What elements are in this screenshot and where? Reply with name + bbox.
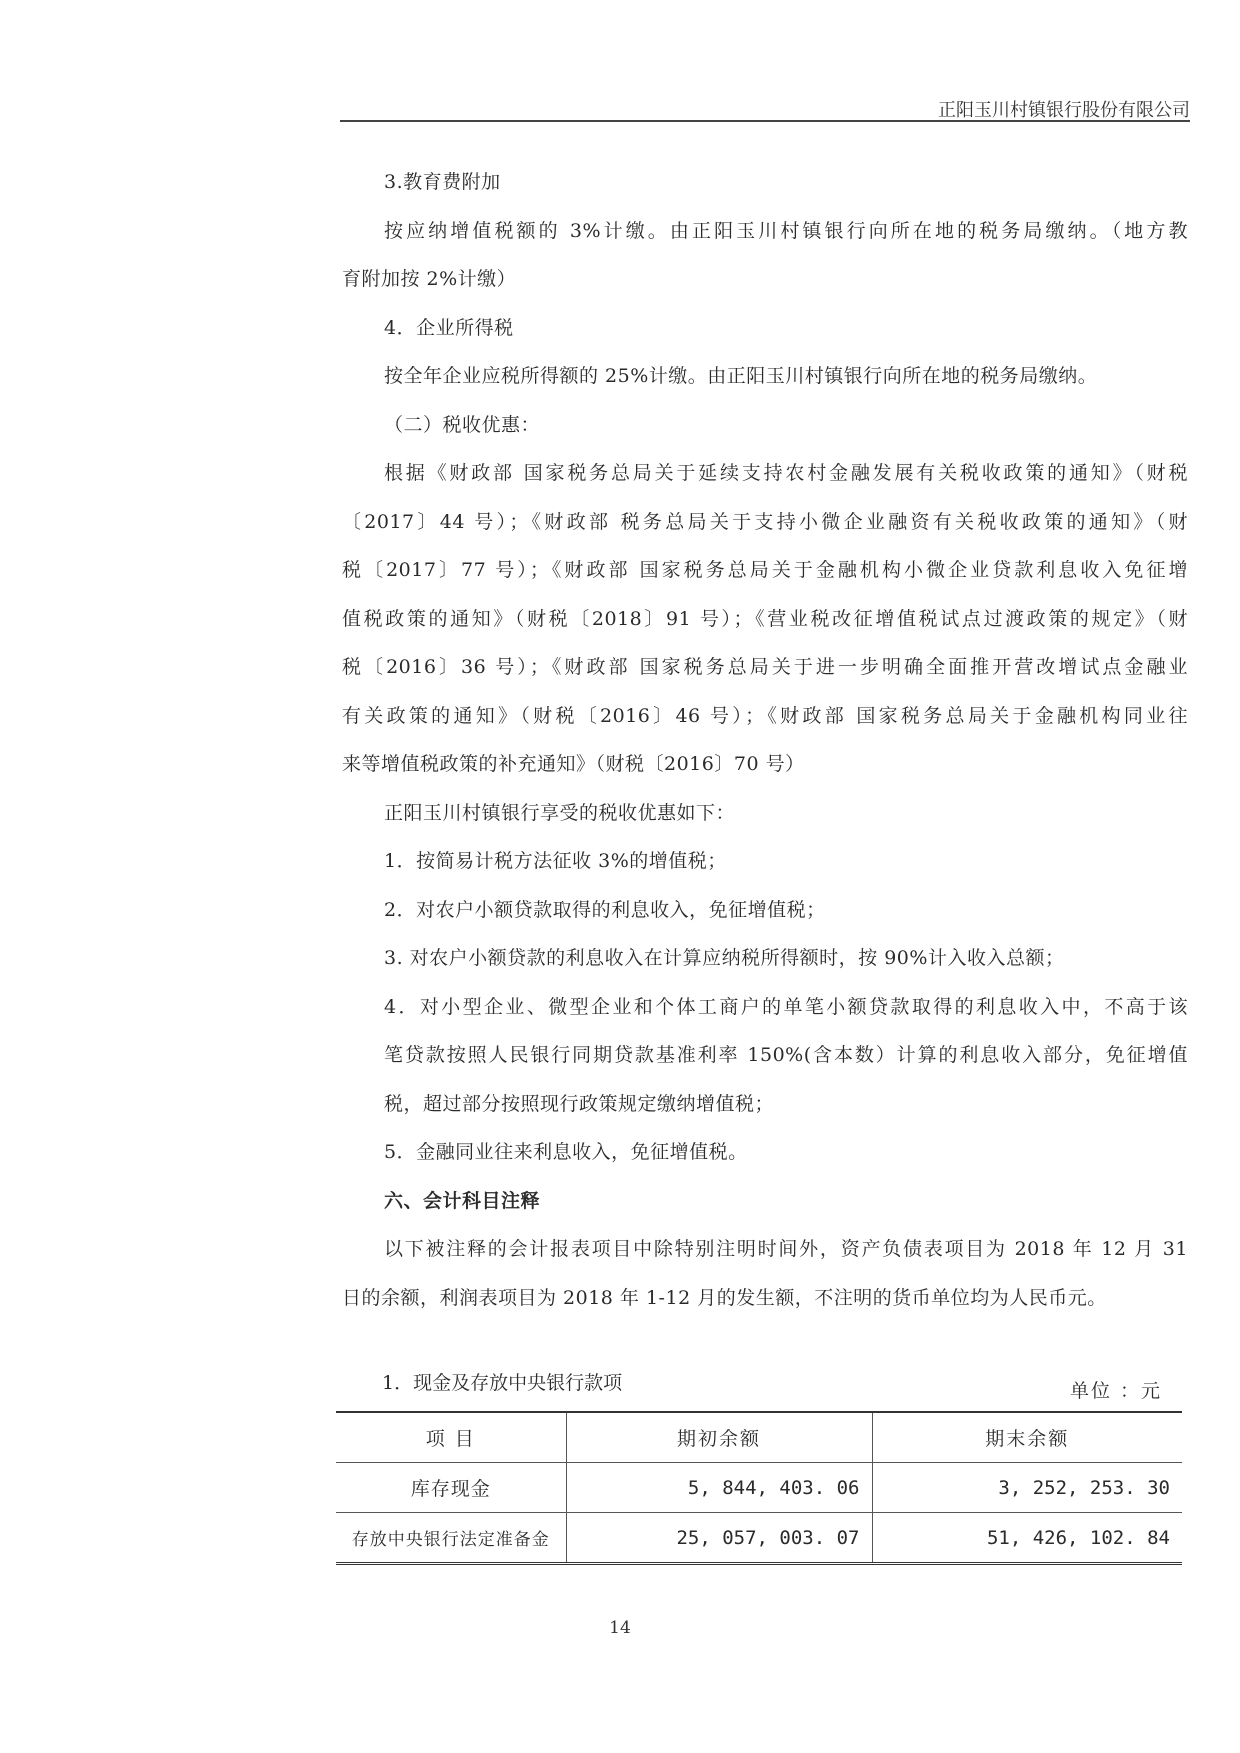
header-rule (340, 120, 1190, 122)
header-company-name: 正阳玉川村镇银行股份有限公司 (938, 100, 1190, 121)
table-caption: 1．现金及存放中央银行款项 (382, 1372, 623, 1394)
text-line: 税〔2016〕36 号）；《财政部 国家税务总局关于进一步明确全面推开营改增试点金融业 (342, 656, 1188, 678)
text-line: 3. 对农户小额贷款的利息收入在计算应纳税所得额时，按 90%计入收入总额； (384, 947, 1065, 969)
text-line: 笔贷款按照人民银行同期贷款基准利率 150%(含本数）计算的利息收入部分，免征增值 (384, 1044, 1188, 1066)
row-item-name: 存放中央银行法定准备金 (336, 1513, 566, 1564)
text-line: 有关政策的通知》（财税〔2016〕46 号）；《财政部 国家税务总局关于金融机构同业往 (342, 704, 1188, 727)
text-line: 按全年企业应税所得额的 25%计缴。由正阳玉川村镇银行向所在地的税务局缴纳。 (384, 365, 1098, 387)
text-line: 4．企业所得税 (384, 316, 514, 339)
text-line: 税，超过部分按照现行政策规定缴纳增值税； (384, 1092, 775, 1115)
table-header-row (336, 1412, 1182, 1463)
row-closing-balance: 51, 426, 102. 84 (872, 1513, 1182, 1564)
table-row (336, 1513, 1182, 1564)
text-line: 2．对农户小额贷款取得的利息收入，免征增值税； (384, 898, 826, 921)
text-line: （二）税收优惠： (384, 413, 541, 436)
text-line: 育附加按 2%计缴） (342, 268, 517, 290)
row-opening-balance: 25, 057, 003. 07 (566, 1513, 872, 1564)
text-line: 税〔2017〕77 号）；《财政部 国家税务总局关于金融机构小微企业贷款利息收入免征增 (342, 559, 1188, 581)
text-line: 5．金融同业往来利息收入，免征增值税。 (384, 1141, 748, 1163)
text-line: 日的余额，利润表项目为 2018 年 1-12 月的发生额，不注明的货币单位均为人民币元。 (342, 1286, 1107, 1309)
text-line: 1．按简易计税方法征收 3%的增值税； (384, 850, 727, 872)
text-line: 根据《财政部 国家税务总局关于延续支持农村金融发展有关税收政策的通知》（财税 (384, 462, 1188, 484)
table-header-closing: 期末余额 (872, 1412, 1182, 1463)
row-item-name: 库存现金 (336, 1463, 566, 1513)
text-line: 值税政策的通知》（财税〔2018〕91 号）；《营业税改征增值税试点过渡政策的规定》（财 (342, 607, 1188, 630)
row-opening-balance: 5, 844, 403. 06 (566, 1463, 872, 1513)
text-line: 4．对小型企业、微型企业和个体工商户的单笔小额贷款取得的利息收入中，不高于该 (384, 995, 1188, 1018)
text-line: 来等增值税政策的补充通知》（财税〔2016〕70 号） (342, 753, 805, 775)
body-text (342, 158, 1188, 1322)
text-line: 按应纳增值税额的 3%计缴。由正阳玉川村镇银行向所在地的税务局缴纳。（地方教 (384, 219, 1188, 242)
table-header-item: 项 目 (336, 1412, 566, 1463)
section-heading: 六、会计科目注释 (384, 1189, 541, 1212)
page-number: 14 (609, 1618, 631, 1638)
cash-balance-table (336, 1411, 1182, 1565)
text-line: 正阳玉川村镇银行享受的税收优惠如下： (384, 801, 736, 824)
row-closing-balance: 3, 252, 253. 30 (872, 1463, 1182, 1513)
text-line: 〔2017〕44 号）；《财政部 税务总局关于支持小微企业融资有关税收政策的通知》（财 (342, 510, 1188, 533)
text-line: 3.教育费附加 (384, 171, 501, 193)
table-row (336, 1463, 1182, 1513)
table-header-opening: 期初余额 (566, 1412, 872, 1463)
table-unit-label: 单位 ：元 (1070, 1380, 1163, 1402)
text-line: 以下被注释的会计报表项目中除特别注明时间外，资产负债表项目为 2018 年 12 月 31 (384, 1238, 1188, 1260)
